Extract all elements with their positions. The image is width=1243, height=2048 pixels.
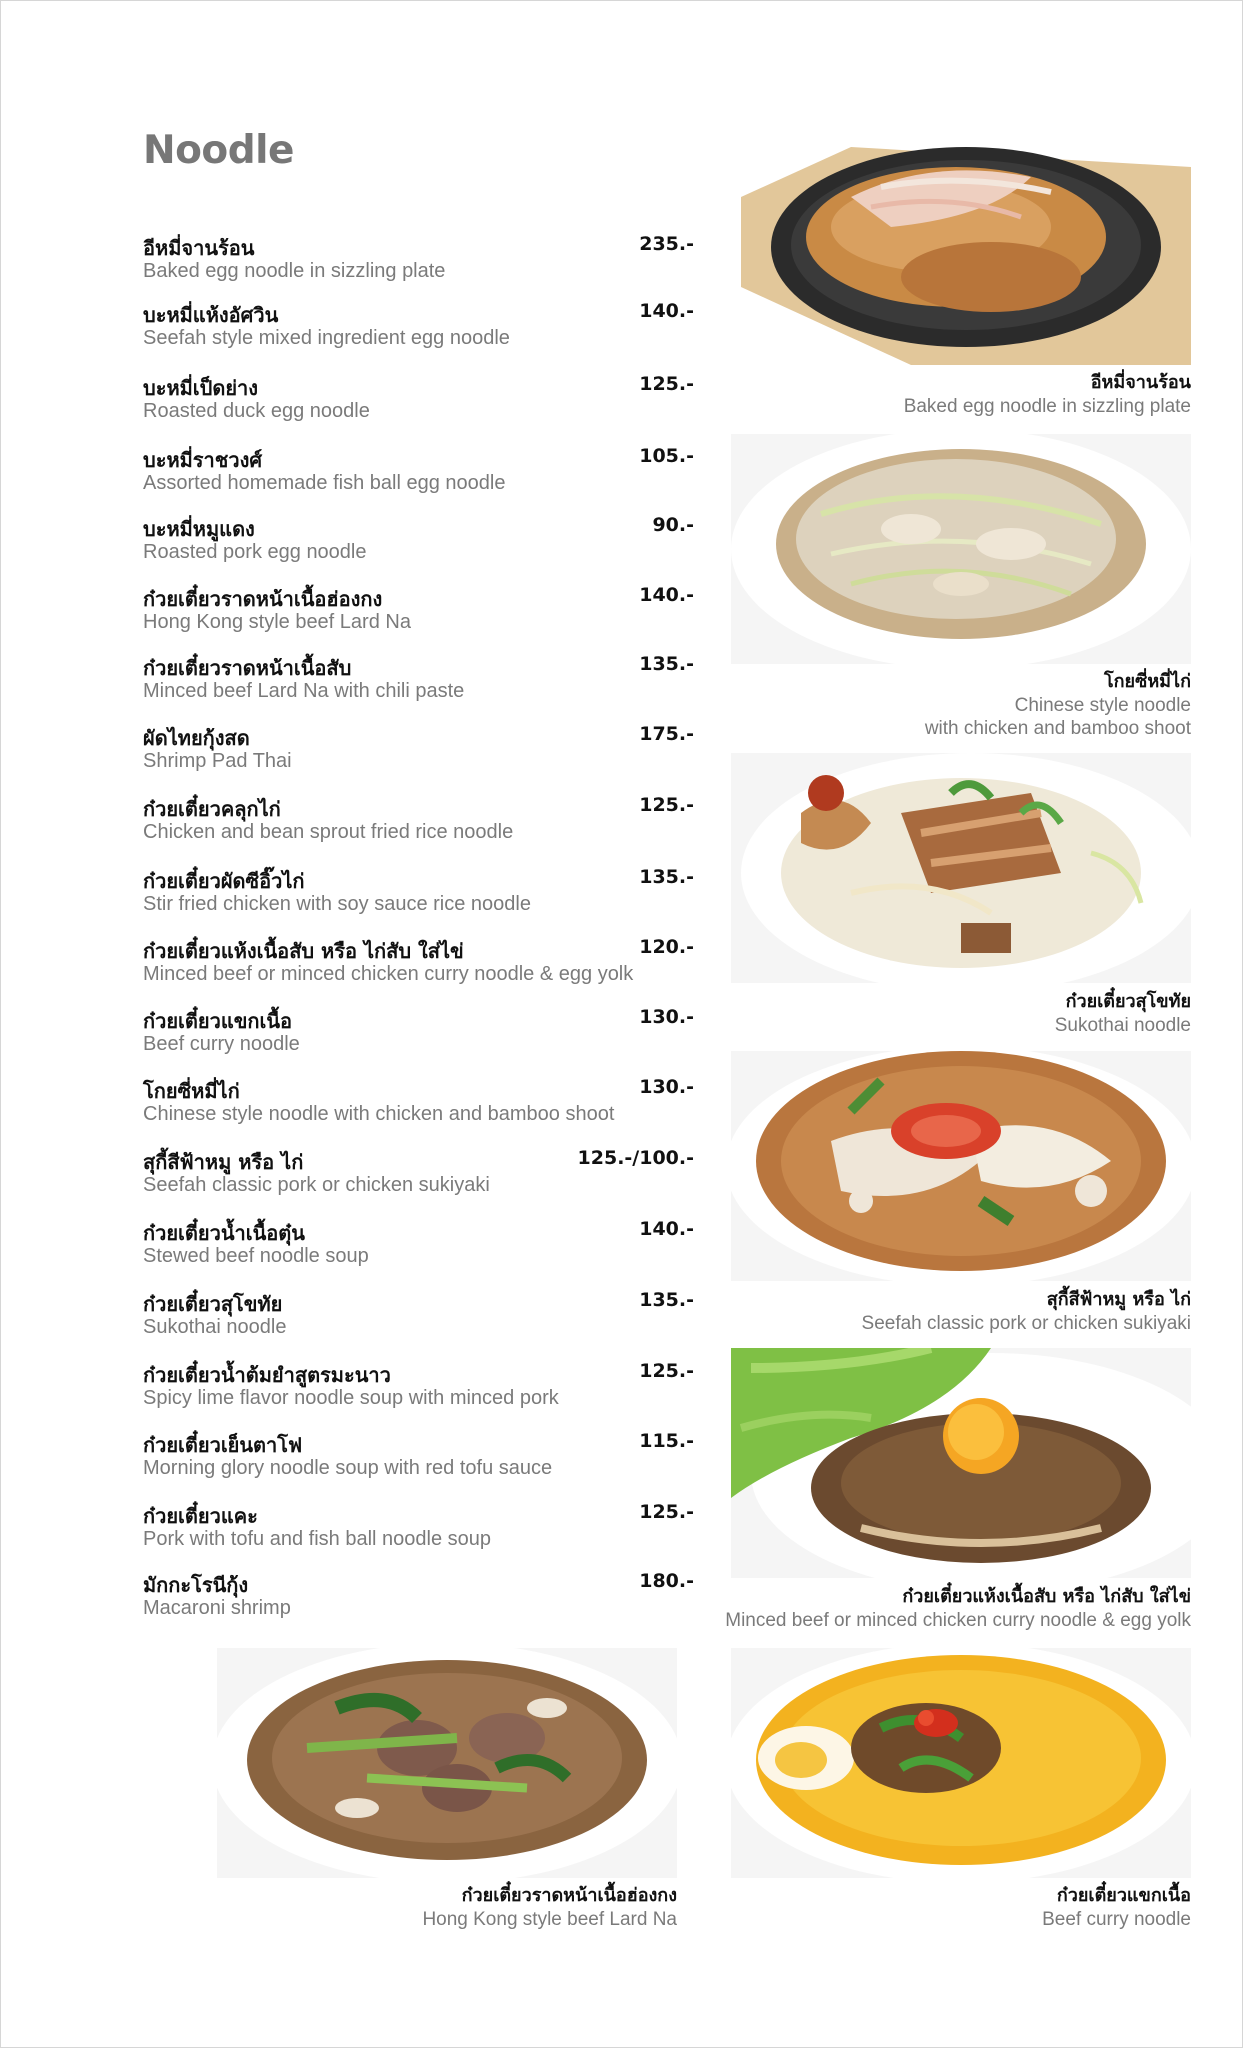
caption-english: Chinese style noodle (1014, 695, 1191, 716)
dish-photo-beef-curry-noodle (731, 1648, 1191, 1878)
item-name-thai: ก๋วยเตี๋ยวราดหน้าเนื้อฮ่องกง (143, 587, 383, 611)
item-name-thai: ก๋วยเตี๋ยวแคะ (143, 1504, 258, 1528)
item-price: 125.- (639, 1360, 694, 1382)
item-name-thai: ก๋วยเตี๋ยวราดหน้าเนื้อสับ (143, 656, 352, 680)
item-price: 130.- (639, 1076, 694, 1098)
item-price: 235.- (639, 233, 694, 255)
item-name-thai: สุกี้สีฟ้าหมู หรือ ไก่ (143, 1150, 304, 1174)
item-price: 120.- (639, 936, 694, 958)
dish-photo-sukhothai-noodle (731, 753, 1191, 983)
item-name-thai: บะหมี่หมูแดง (143, 517, 255, 541)
menu-item (143, 583, 713, 643)
menu-item (143, 1569, 713, 1629)
dish-photo-sukiyaki (731, 1051, 1191, 1281)
page-title: Noodle (143, 128, 294, 173)
item-price: 175.- (639, 723, 694, 745)
photo-caption (925, 670, 1191, 740)
item-name-thai: ก๋วยเตี๋ยวคลุกไก่ (143, 797, 281, 821)
item-name-english: Minced beef Lard Na with chili paste (143, 680, 465, 702)
caption-thai: ก๋วยเตี๋ยวแขกเนื้อ (1056, 1885, 1191, 1906)
item-name-thai: ผัดไทยกุ้งสด (143, 726, 250, 750)
item-name-english: Macaroni shrimp (143, 1597, 291, 1619)
item-name-english: Spicy lime flavor noodle soup with minced pork (143, 1387, 559, 1409)
item-name-english: Stir fried chicken with soy sauce rice noodle (143, 893, 531, 915)
item-name-thai: ก๋วยเตี๋ยวน้ำเนื้อตุ๋น (143, 1221, 305, 1245)
item-price: 115.- (639, 1430, 694, 1452)
item-name-english: Baked egg noodle in sizzling plate (143, 260, 446, 282)
menu-item (143, 722, 713, 782)
item-name-english: Stewed beef noodle soup (143, 1245, 369, 1267)
menu-item (143, 1217, 713, 1277)
item-name-thai: บะหมี่แห้งอัศวิน (143, 303, 279, 327)
menu-item (143, 1500, 713, 1560)
menu-item (143, 793, 713, 853)
item-name-english: Sukothai noodle (143, 1316, 287, 1338)
caption-thai: สุกี้สีฟ้าหมู หรือ ไก่ (1046, 1289, 1191, 1310)
item-name-english: Chicken and bean sprout fried rice noodle (143, 821, 514, 843)
menu-item (143, 652, 713, 712)
item-name-english: Seefah style mixed ingredient egg noodle (143, 327, 510, 349)
item-price: 180.- (639, 1570, 694, 1592)
caption-english: Hong Kong style beef Lard Na (422, 1909, 677, 1930)
caption-english: Minced beef or minced chicken curry noodle & egg yolk (725, 1610, 1191, 1631)
photo-caption (1055, 990, 1191, 1037)
menu-item (143, 513, 713, 573)
item-name-thai: ก๋วยเตี๋ยวสุโขทัย (143, 1292, 283, 1316)
item-name-english: Chinese style noodle with chicken and bamboo shoot (143, 1103, 615, 1125)
menu-item (143, 444, 713, 504)
item-price: 140.- (639, 300, 694, 322)
item-price: 125.- (639, 794, 694, 816)
item-name-thai: อีหมี่จานร้อน (143, 236, 255, 260)
caption-thai: โกยซี่หมี่ไก่ (1103, 671, 1191, 692)
item-name-english: Roasted pork egg noodle (143, 541, 367, 563)
caption-english-line-2: with chicken and bamboo shoot (924, 718, 1191, 739)
item-name-thai: ก๋วยเตี๋ยวเย็นตาโฟ (143, 1433, 303, 1457)
item-name-english: Shrimp Pad Thai (143, 750, 292, 772)
photo-caption (1042, 1884, 1191, 1931)
caption-english: Sukothai noodle (1054, 1015, 1191, 1036)
item-price: 140.- (639, 584, 694, 606)
item-name-english: Beef curry noodle (143, 1033, 300, 1055)
item-name-thai: บะหมี่เป็ดย่าง (143, 376, 259, 400)
dish-photo-minced-beef-egg-yolk (731, 1348, 1191, 1578)
item-name-thai: ก๋วยเตี๋ยวแห้งเนื้อสับ หรือ ไก่สับ ใส่ไข่ (143, 939, 464, 963)
item-price: 105.- (639, 445, 694, 467)
photo-caption (725, 1585, 1191, 1632)
item-price: 130.- (639, 1006, 694, 1028)
photo-caption (904, 371, 1191, 418)
photo-caption (862, 1288, 1191, 1335)
menu-item (143, 1359, 713, 1419)
item-name-english: Assorted homemade fish ball egg noodle (143, 472, 506, 494)
item-name-thai: ก๋วยเตี๋ยวน้ำต้มยำสูตรมะนาว (143, 1363, 391, 1387)
item-name-thai: มักกะโรนีกุ้ง (143, 1573, 249, 1597)
item-price: 135.- (639, 1289, 694, 1311)
item-name-thai: ก๋วยเตี๋ยวผัดซีอิ๊วไก่ (143, 869, 305, 893)
item-name-thai: โกยซี่หมี่ไก่ (143, 1079, 240, 1103)
menu-item (143, 372, 713, 432)
item-price: 125.-/100.- (577, 1147, 694, 1169)
menu-item (143, 1005, 713, 1065)
caption-thai: ก๋วยเตี๋ยวราดหน้าเนื้อฮ่องกง (461, 1885, 677, 1906)
menu-item (143, 1146, 713, 1206)
item-price: 135.- (639, 653, 694, 675)
item-name-english: Hong Kong style beef Lard Na (143, 611, 411, 633)
dish-photo-chinese-noodle (731, 434, 1191, 664)
caption-english: Beef curry noodle (1042, 1909, 1191, 1930)
menu-item (143, 865, 713, 925)
caption-thai: ก๋วยเตี๋ยวสุโขทัย (1065, 991, 1191, 1012)
menu-item (143, 299, 713, 359)
item-name-english: Morning glory noodle soup with red tofu sauce (143, 1457, 553, 1479)
item-name-thai: ก๋วยเตี๋ยวแขกเนื้อ (143, 1009, 293, 1033)
dish-photo-sizzling-egg-noodle (731, 137, 1191, 365)
item-price: 90.- (652, 514, 694, 536)
caption-thai: ก๋วยเตี๋ยวแห้งเนื้อสับ หรือ ไก่สับ ใส่ไข่ (902, 1586, 1191, 1607)
caption-english: Baked egg noodle in sizzling plate (903, 396, 1191, 417)
item-price: 125.- (639, 1501, 694, 1523)
item-name-english: Pork with tofu and fish ball noodle soup (143, 1528, 491, 1550)
menu-item (143, 1075, 713, 1135)
item-name-english: Minced beef or minced chicken curry noodle & egg yolk (143, 963, 634, 985)
caption-english: Seefah classic pork or chicken sukiyaki (861, 1313, 1191, 1334)
item-price: 125.- (639, 373, 694, 395)
item-name-english: Roasted duck egg noodle (143, 400, 370, 422)
item-name-thai: บะหมี่ราชวงศ์ (143, 448, 263, 472)
menu-item (143, 935, 713, 995)
item-price: 135.- (639, 866, 694, 888)
item-price: 140.- (639, 1218, 694, 1240)
menu-item (143, 232, 713, 292)
menu-item (143, 1429, 713, 1489)
photo-caption (422, 1884, 677, 1931)
menu-item (143, 1288, 713, 1348)
item-name-english: Seefah classic pork or chicken sukiyaki (143, 1174, 490, 1196)
caption-thai: อีหมี่จานร้อน (1090, 372, 1191, 393)
dish-photo-hong-kong-lard-na (217, 1648, 677, 1878)
